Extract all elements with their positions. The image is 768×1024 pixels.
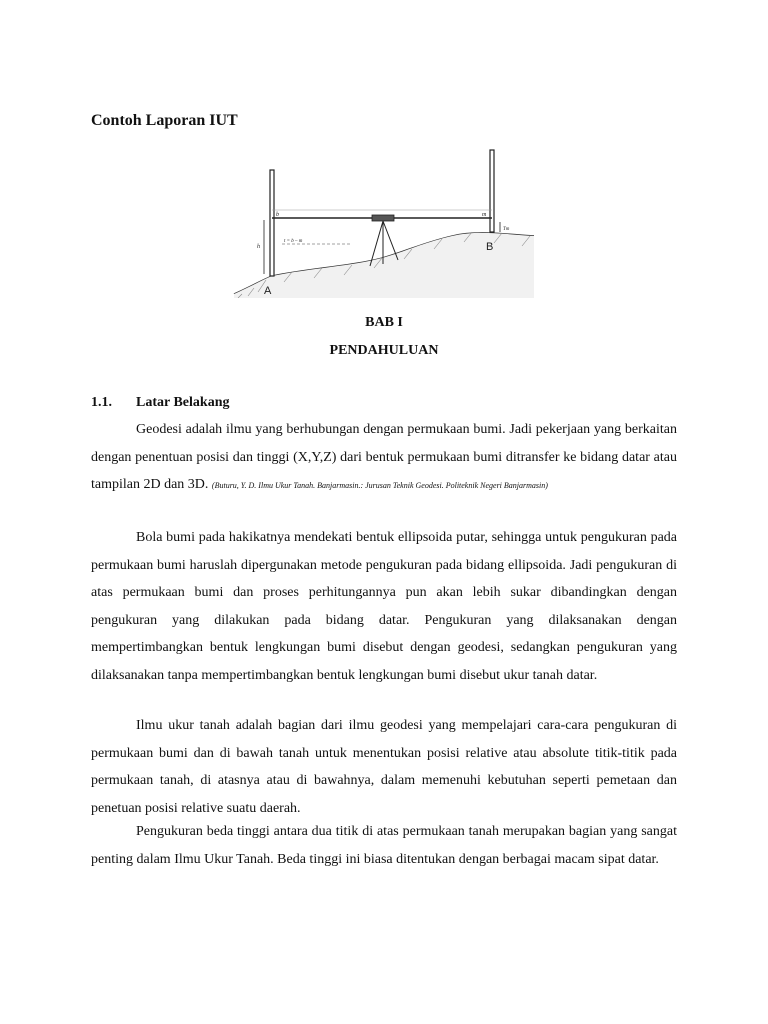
label-h: h <box>257 244 260 250</box>
chapter-label: BAB I <box>365 315 403 330</box>
label-b-small: b <box>276 212 279 218</box>
rod-b <box>490 150 494 232</box>
leveling-diagram <box>232 148 536 298</box>
label-m-small: m <box>482 212 487 218</box>
paragraph-2: Bola bumi pada hakikatnya mendekati bentuk ellipsoida putar, sehingga untuk pengukuran pada permukaan bumi haruslah dipergunakan metode pengukuran pada bidang ellipsoida. Jadi pengukuran di atas permukaan bumi dan proses perhitungannya pun akan lebih sukar dibandingkan dengan pengukuran yang dilakukan pada bidang datar. Pengukuran yang dilaksanakan dengan mempertimbangkan bentuk lengkungan bumi disebut dengan geodesi, sedangkan pengukuran yang dilaksanakan tanpa mempertimbangkan bentuk lengkungan bumi disebut ukur tanah datar. <box>91 530 677 683</box>
document-title: Contoh Laporan IUT <box>91 112 238 129</box>
paragraph-1 <box>91 416 677 500</box>
label-a: A <box>264 285 272 297</box>
paragraph-1-text: Geodesi adalah ilmu yang berhubungan dengan permukaan bumi. Jadi pekerjaan yang berkaitan dengan penentuan posisi dan tinggi (X,Y,Z) dari bentuk permukaan bumi ditransfer ke bidang datar atau tampilan 2D dan 3D. <box>91 422 677 492</box>
level-instrument <box>372 215 394 221</box>
label-formula: t = b – m <box>284 239 303 244</box>
rod-a <box>270 170 274 276</box>
label-tm: Tm <box>503 227 510 232</box>
paragraph-1-citation: (Buturu, Y. D. Ilmu Ukur Tanah. Banjarmasin.: Jurusan Teknik Geodesi. Politeknik Negeri Banjarmasin) <box>211 481 548 490</box>
section-number: 1.1. <box>91 395 112 410</box>
label-b: B <box>486 241 494 253</box>
section-title: Latar Belakang <box>136 395 230 410</box>
paragraph-3: Ilmu ukur tanah adalah bagian dari ilmu geodesi yang mempelajari cara-cara pengukuran di permukaan bumi dan di bawah tanah untuk menentukan posisi relative atau absolute titik-titik pada permukaan tanah, di atasnya atau di bawahnya, dalam memenuhi kebutuhan seperti pemetaan dan penetuan posisi relative suatu daerah. <box>91 718 677 816</box>
paragraph-4: Pengukuran beda tinggi antara dua titik di atas permukaan tanah merupakan bagian yang sangat penting dalam Ilmu Ukur Tanah. Beda tinggi ini biasa ditentukan dengan berbagai macam sipat datar. <box>91 824 677 867</box>
chapter-title: PENDAHULUAN <box>329 343 439 358</box>
